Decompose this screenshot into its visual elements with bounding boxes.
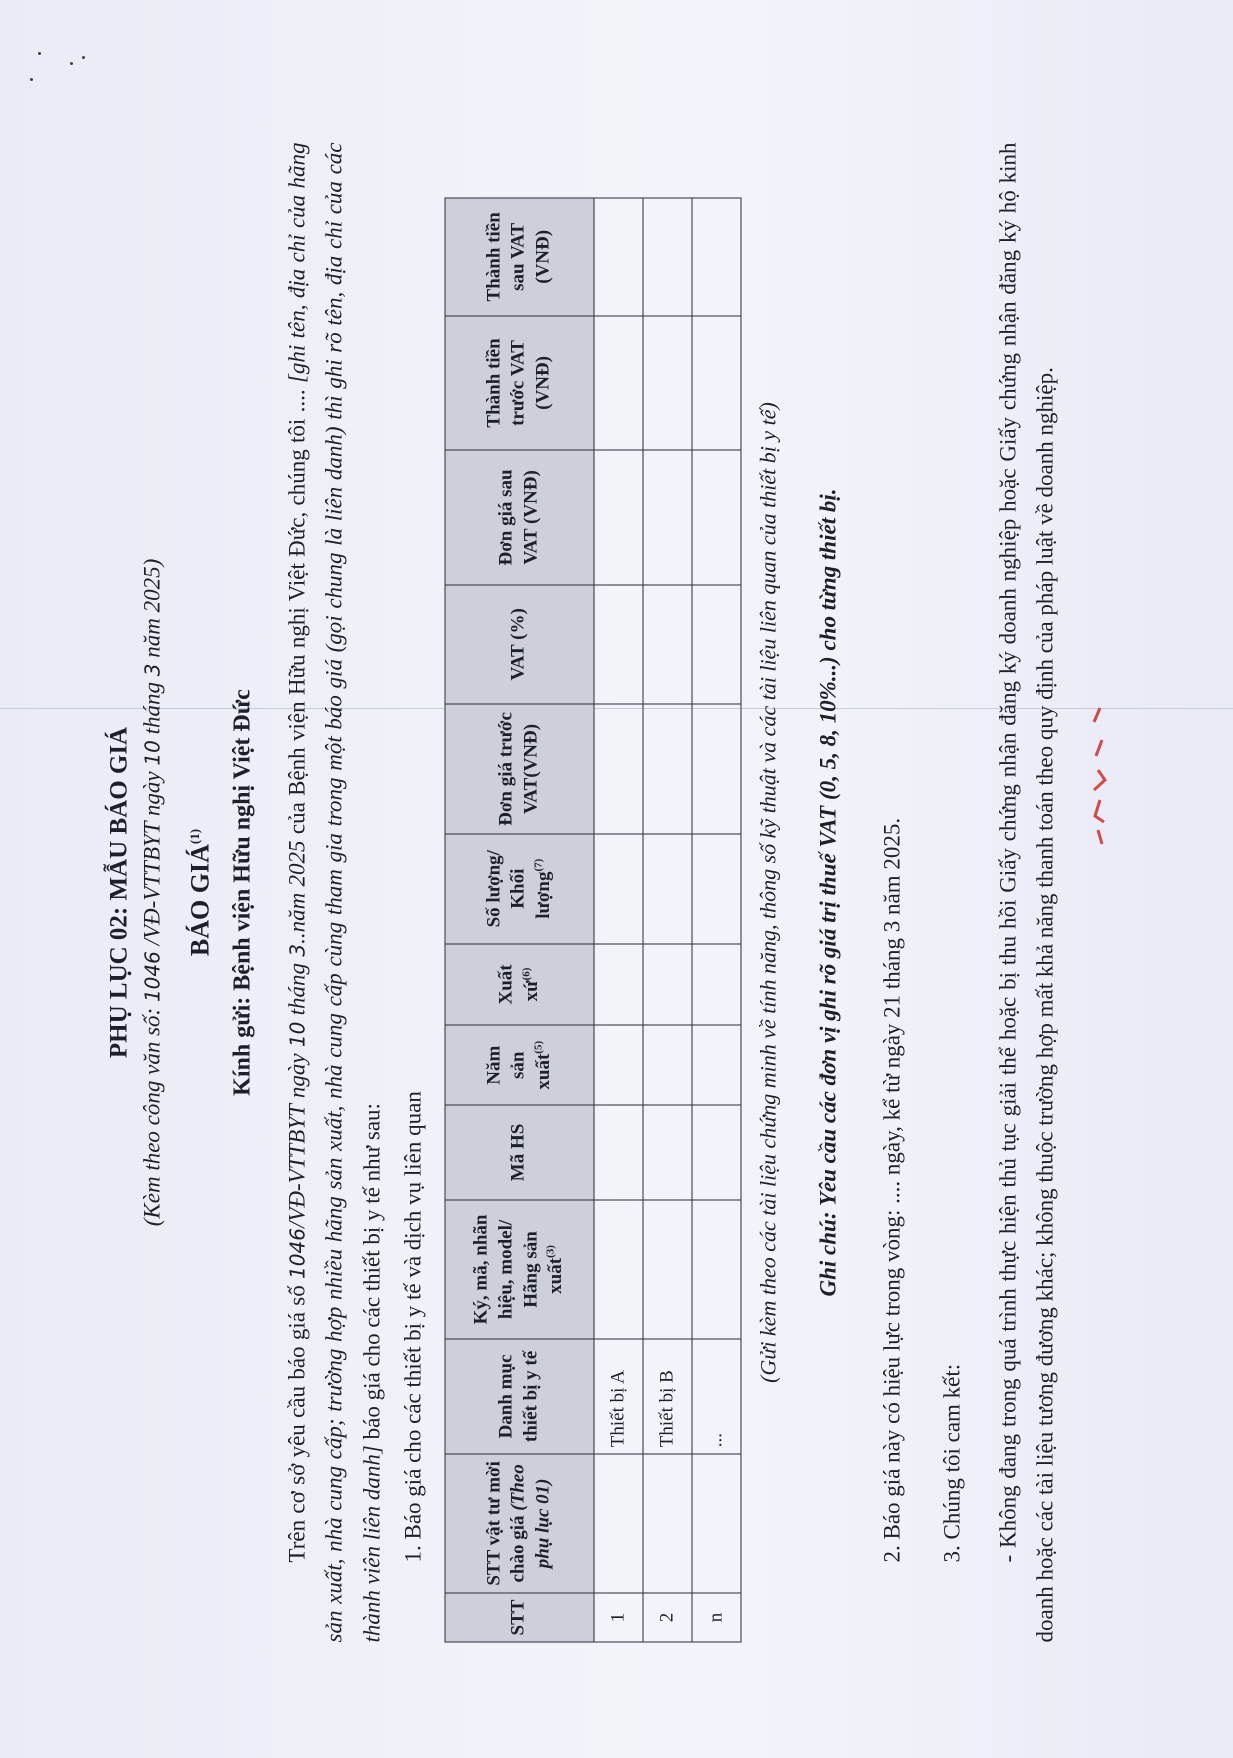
col-thanh-tien-truoc: Thành tiền trước VAT (VNĐ)	[445, 316, 594, 450]
handwritten-number: 1046	[140, 951, 165, 1003]
table-header-row	[445, 198, 594, 1642]
row-cell	[643, 585, 692, 704]
row-cell	[594, 1105, 643, 1200]
row-cell	[692, 1025, 741, 1105]
handwritten-day: 10	[140, 740, 165, 766]
col-xuat-xu-note: (6)	[520, 967, 533, 981]
intro-ref: /VĐ-VTTBYT ngày	[284, 1047, 310, 1229]
row-cell	[594, 1200, 643, 1339]
col-xuat-xu	[445, 944, 594, 1026]
row-stt: n	[692, 1593, 741, 1642]
row-cell	[643, 1105, 692, 1200]
appendix-title: PHỤ LỤC 02: MẪU BÁO GIÁ	[105, 726, 133, 1059]
col-stt-vat-tu-note: (Theo phụ lục 01)	[507, 1464, 554, 1569]
row-cell	[594, 585, 643, 704]
intro-instruction: [ghi tên, địa chỉ của hãng sản xuất, nhà cung cấp; trường hợp nhiều hãng sản xuất, nhà cung cấp cùng tham gia trong một báo giá (gọi chung là liên danh) thì ghi rõ tên, địa chỉ của các thành viên liên danh]	[284, 142, 384, 1643]
row-cell	[692, 198, 741, 316]
col-ky-ma-label: Ký, mã, nhãn hiệu, model/ Hãng sản xuất	[470, 1214, 567, 1325]
quotation-table	[444, 198, 741, 1643]
row-cell	[692, 834, 741, 944]
row-cell	[594, 834, 643, 944]
col-stt-vat-tu	[445, 1454, 594, 1593]
quote-heading	[186, 143, 216, 1643]
row-item: ...	[692, 1339, 741, 1454]
row-stt: 1	[594, 1593, 643, 1642]
handwritten-day: 10	[285, 1021, 310, 1048]
row-cell	[643, 704, 692, 834]
row-cell	[643, 1200, 692, 1339]
row-cell	[594, 1454, 643, 1593]
row-cell	[594, 450, 643, 584]
col-nam-sx-label: Năm sản xuất	[483, 1045, 554, 1090]
commitment-paragraph: - Không đang trong quá trình thực hiện thủ tục giải thể hoặc bị thu hồi Giấy chứng nhận đăng ký doanh nghiệp hoặc Giấy chứng nhận đăng ký hộ kinh doanh hoặc các tài liệu tương đương khác; không thuộc trường hợp mất khả năng thanh toán theo quy định của pháp luật về doanh nghiệp.	[995, 142, 1058, 1643]
col-thanh-tien-sau: Thành tiền sau VAT (VNĐ)	[445, 198, 594, 316]
recipient-line: Kính gửi: Bệnh viện Hữu nghị Việt Đức	[229, 689, 256, 1096]
intro-paragraph	[279, 143, 391, 1643]
row-cell	[692, 1200, 741, 1339]
row-cell	[692, 450, 741, 584]
row-cell	[594, 944, 643, 1026]
col-danh-muc: Danh mục thiết bị y tế	[445, 1339, 594, 1454]
col-stt: STT	[445, 1593, 594, 1642]
row-stt: 2	[643, 1593, 692, 1642]
col-so-luong-label: Số lượng/ Khối lượng	[483, 850, 554, 928]
subtitle-suffix: năm 2025)	[139, 558, 165, 664]
row-cell	[692, 1454, 741, 1593]
col-ky-ma-note: (3)	[544, 1245, 557, 1258]
appendix-subtitle	[140, 143, 166, 1643]
col-ky-ma	[445, 1200, 594, 1339]
table-row	[643, 198, 692, 1642]
intro-year: ..năm 2025	[284, 840, 310, 944]
handwritten-number: 1046	[285, 1228, 310, 1279]
row-cell	[643, 944, 692, 1026]
row-cell	[594, 1025, 643, 1105]
quote-heading-text: BÁO GIÁ	[185, 844, 215, 957]
col-don-gia-sau: Đơn giá sau VAT (VNĐ)	[445, 450, 594, 584]
row-cell	[692, 704, 741, 834]
intro-text: của Bệnh viện Hữu nghị Việt Đức, chúng tôi ....	[284, 383, 310, 841]
row-cell	[643, 198, 692, 316]
row-cell	[692, 585, 741, 704]
col-nam-sx-note: (5)	[532, 1040, 545, 1054]
col-so-luong-note: (7)	[532, 858, 545, 872]
row-cell	[692, 316, 741, 450]
section-2-validity: 2. Báo giá này có hiệu lực trong vòng: .... ngày, kể từ ngày 21 tháng 3 năm 2025.	[879, 817, 905, 1563]
attachment-note: (Gửi kèm theo các tài liệu chứng minh về tính năng, thông số kỹ thuật và các tài liệu liên quan của thiết bị y tế)	[755, 402, 781, 1383]
section-1-title: 1. Báo giá cho các thiết bị y tế và dịch vụ liên quan	[400, 1091, 426, 1563]
intro-month-label: tháng	[284, 956, 310, 1022]
section-3-title: 3. Chúng tôi cam kết:	[939, 1363, 965, 1563]
document-body	[106, 143, 1064, 1643]
row-item: Thiết bị A	[594, 1339, 643, 1454]
col-xuat-xu-label: Xuất xứ	[495, 964, 542, 1005]
table-row	[692, 198, 741, 1642]
quote-heading-note: (1)	[186, 828, 202, 845]
subtitle-mid: /VĐ-VTTBYT ngày	[139, 765, 165, 952]
col-don-gia-truoc: Đơn giá trước VAT(VNĐ)	[445, 704, 594, 834]
row-cell	[692, 944, 741, 1026]
row-cell	[643, 316, 692, 450]
col-ma-hs: Mã HS	[445, 1105, 594, 1200]
vat-note: Ghi chú: Yêu cầu các đơn vị ghi rõ giá trị thuế VAT (0, 5, 8, 10%...) cho từng thiết bị.	[815, 488, 841, 1297]
handwritten-month: 3	[140, 663, 165, 677]
subtitle-prefix: (Kèm theo công văn số:	[139, 1002, 165, 1227]
col-nam-sx	[445, 1025, 594, 1105]
table-row	[594, 198, 643, 1642]
intro-text: Trên cơ sở yêu cầu báo giá số	[284, 1278, 310, 1563]
rotated-document	[1, 0, 1233, 1758]
row-item: Thiết bị B	[643, 1339, 692, 1454]
row-cell	[594, 704, 643, 834]
col-vat: VAT (%)	[445, 585, 594, 704]
row-cell	[594, 316, 643, 450]
subtitle-mid2: tháng	[139, 676, 165, 741]
row-cell	[594, 198, 643, 316]
row-cell	[643, 1454, 692, 1593]
intro-text: báo giá cho các thiết bị y tế như sau:	[359, 1103, 384, 1446]
col-so-luong	[445, 834, 594, 944]
row-cell	[643, 1025, 692, 1105]
row-cell	[643, 834, 692, 944]
col-stt-vat-tu-label: STT vật tư mời chào giá	[483, 1461, 529, 1586]
handwritten-month: 3	[285, 943, 310, 957]
row-cell	[643, 450, 692, 584]
row-cell	[692, 1105, 741, 1200]
